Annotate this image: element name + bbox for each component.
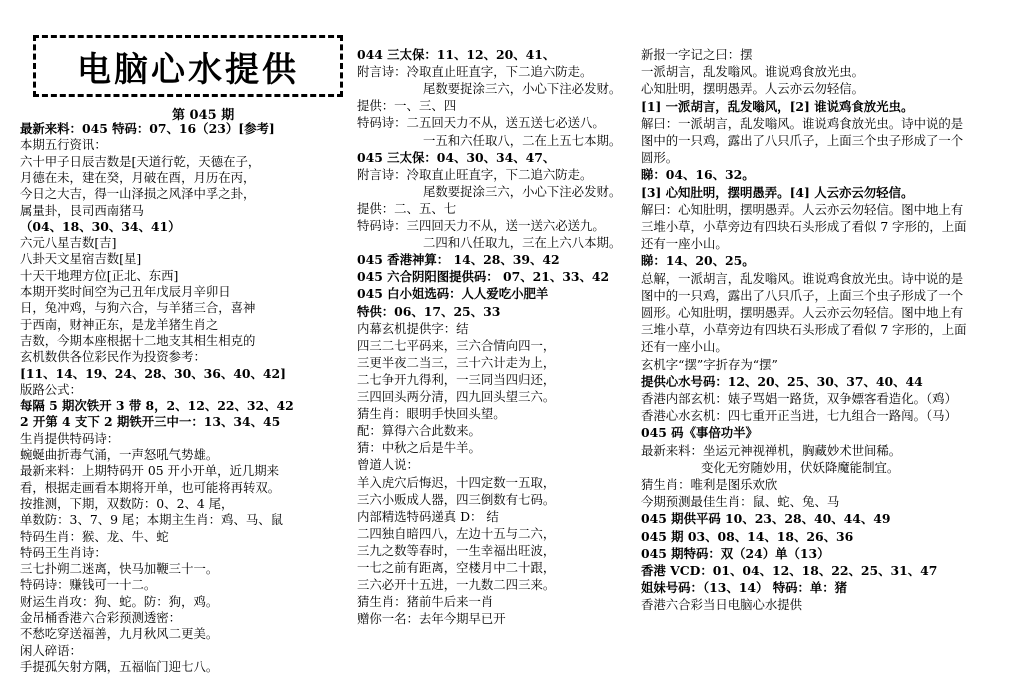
col3-line: 解曰：一派胡言，乱发嗡风。谁说鸡食放光虫。诗中说的是	[641, 115, 964, 131]
col2-line: 三六必开十五进，一九数二四三来。	[357, 577, 556, 593]
col2-line: 猜：中秋之后是牛羊。	[357, 440, 481, 456]
col2-line: 四三二七平码来，三六合情向四一，	[357, 337, 556, 353]
col1-line: 六元八星吉数[吉]	[20, 235, 117, 251]
col1-line: 按推测，下期，双数防：0、2、4 尾，	[20, 495, 234, 511]
col1-line: （04、18、30、34、41）	[20, 218, 181, 234]
col1-line: 日，兔冲鸡，与狗六合，与羊猪三合，喜神	[20, 300, 256, 316]
col3-line: 还有一座小山。	[641, 236, 728, 252]
col2-line: 附言诗：冷取直止旺直字，下二追六防走。	[357, 166, 593, 182]
col2-line: 二七争开九得利，一三同当四归还，	[357, 371, 556, 387]
col2-line: 尾数要捉涂三六，小心下注必发财。	[423, 81, 622, 97]
col1-line: 蜿蜒曲折毒气涌，一声怒吼气势雄。	[20, 447, 219, 462]
col1-line: 生肖提供特码诗：	[20, 430, 120, 446]
col3-line: 新报一字记之曰：摆	[641, 47, 753, 62]
col3-line: 猜生肖：唯利是图乐欢欣	[641, 477, 778, 492]
col3-line: 睇：14、20、25。	[641, 253, 755, 269]
col1-line: 今日之大吉，得一山泽损之风泽中孚之卦，	[20, 186, 256, 202]
col1-line: 玄机数供各位彩民作为投资参考：	[20, 349, 206, 365]
col1-line: 特码诗：赚钱可一十二。	[20, 577, 157, 593]
col1-line: 十天干地理方位[正北、东西]	[20, 267, 179, 283]
col2-line: 提供：一、三、四	[357, 98, 457, 114]
col1-line: 闲人碎语：	[20, 642, 82, 658]
col3-line: 圆形。心知肚明，摆明愚弄。人云亦云勿轻信。图中地上有	[641, 305, 964, 320]
page-title: 电脑心水提供	[77, 49, 299, 90]
col3-line: 045 期 03、08、14、18、26、36	[641, 528, 854, 544]
col1-line: 不愁吃穿送福善，九月秋风二更美。	[20, 626, 219, 642]
col3-line: 圆形。	[641, 150, 679, 166]
col2-line: 三四回头两分清，四九回头望三六。	[357, 389, 556, 404]
col3-line: 图中的一只鸡，露出了八只爪子，上面三个虫子形成了一个	[641, 287, 964, 303]
col2-line: 二四和八任取九，三在上六八本期。	[423, 235, 622, 251]
col3-line: 变化无穷随妙用，伏妖降魔能制宜。	[701, 459, 900, 475]
col2-line: 045 白小姐选码：人人爱吃小肥羊	[357, 286, 549, 302]
col1-line: 最新来料：045 特码：07、16（23）[参考]	[20, 121, 275, 136]
col2-line: 二四独自暗四八，左边十五与二六，	[357, 525, 556, 541]
col2-line: 猜生肖：猪前牛后来一肖	[357, 594, 494, 610]
col2-line: 内部精选特码递真 D： 结	[357, 508, 499, 524]
issue-number: 第 045 期	[172, 108, 235, 123]
col1-line: 单数防：3、7、9 尾；本期主生肖：鸡、马、鼠	[20, 512, 284, 528]
col1-line: 版路公式：	[20, 381, 82, 397]
col3-line: 总解，一派胡言，乱发嗡风。谁说鸡食放光虫。诗中说的是	[641, 270, 964, 286]
col2-line: 提供：二、五、七	[357, 200, 457, 216]
col1-line: 八卦天文星宿吉数[星]	[20, 251, 142, 267]
col2-line: 曾道人说：	[357, 457, 419, 473]
col3-line: 最新来料：坐运元神视禅机，胸藏妙术世间稀。	[641, 442, 902, 458]
col1-line: 手提孤矢射方隅，五福临门迎七八。	[20, 658, 219, 674]
col1-line: 财运生肖攻：狗、蛇。防：狗，鸡。	[20, 593, 219, 609]
col2-line: 045 三太保：04、30、34、47、	[357, 149, 556, 165]
col1-line: 三七扑朔二迷离，快马加鞭三十一。	[20, 561, 219, 577]
col1-line: 特码生肖：猴、龙、牛、蛇	[20, 528, 169, 544]
col3-line: 三堆小草，小草旁边有四块石头形成了看似 7 字形的，上面	[641, 219, 967, 234]
col2-line: 猜生肖：眼明手快回头望。	[357, 406, 506, 422]
col2-line: 一五和六任取八，二在上五七本期。	[423, 132, 622, 148]
col3-line: 解曰：心知肚明，摆明愚弄。人云亦云勿轻信。图中地上有	[641, 201, 964, 217]
col2-line: 三九之数等春时，一生幸福出旺波，	[357, 542, 556, 558]
col2-line: 赠你一名：去年今期早已开	[357, 611, 506, 627]
col3-line: 今期预测最佳生肖：鼠、蛇、兔、马	[641, 494, 840, 510]
col3-line: 045 码《事倍功半》	[641, 425, 758, 441]
col2-line: 045 六合阴阳图提供码： 07、21、33、42	[357, 269, 610, 285]
col3-line: 还有一座小山。	[641, 339, 728, 355]
col3-line: 一派胡言，乱发嗡风。谁说鸡食放光虫。	[641, 64, 865, 80]
col3-line: 图中的一只鸡，露出了八只爪子，上面三个虫子形成了一个	[641, 133, 964, 148]
col3-line: 玄机字“摆”字折存为“摆”	[641, 356, 778, 372]
col1-line: 本期五行资讯：	[20, 137, 107, 153]
col2-line: 一七之前有距离，空楼月中二十跟，	[357, 560, 556, 575]
col3-line: 睇：04、16、32。	[641, 167, 755, 183]
col2-line: 配：算得六合此数来。	[357, 423, 481, 439]
col1-line: 属量卦，艮司西南猪马	[20, 202, 144, 218]
col2-line: 羊入虎穴后悔迟，十四定数一五取，	[357, 474, 556, 490]
col1-line: 吉数，今期本座根据十二地支其相生相克的	[20, 332, 256, 348]
col3-line: 香港内部玄机：婊子骂娼一路货，双争嫖客看造化。（鸡）	[641, 391, 957, 406]
col3-line: 三堆小草，小草旁边有四块石头形成了看似 7 字形的，上面	[641, 322, 967, 338]
col1-line: [11、14、19、24、28、30、36、40、42]	[20, 365, 287, 381]
col2-line: 内幕玄机提供字：结	[357, 320, 469, 336]
col1-line: 2 开第 4 支下 2 期铁开三中一：13、34、45	[20, 414, 281, 430]
col2-line: 045 香港神算： 14、28、39、42	[357, 252, 560, 268]
title-box	[33, 35, 343, 97]
col3-line: [3] 心知肚明，摆明愚弄。[4] 人云亦云勿轻信。	[641, 184, 914, 200]
col1-line: 看，根据走画看本期将开单，也可能将再转双。	[20, 479, 281, 495]
col3-line: 香港 VCD：01、04、12、18、22、25、31、47	[641, 563, 938, 578]
col2-line: 044 三太保：11、12、20、41、	[357, 47, 556, 62]
col1-line: 金吊桶香港六合彩预测透密：	[20, 610, 182, 625]
col3-line: [1] 一派胡言，乱发嗡风，[2] 谁说鸡食放光虫。	[641, 98, 914, 114]
col1-line: 月德在未，建在癸，月破在酉，月历在丙，	[20, 169, 256, 185]
col2-line: 尾数要捉涂三六，小心下注必发财。	[423, 183, 622, 199]
col2-line: 特供：06、17、25、33	[357, 303, 501, 319]
col1-line: 本期开奖时间空为己丑年戊辰月辛卯日	[20, 284, 231, 299]
col1-line: 每隔 5 期次铁开 3 带 8，2、12、22、32、42	[20, 398, 294, 414]
col1-line: 最新来料：上期特码开 05 开小开单，近几期来	[20, 463, 280, 479]
col3-line: 姐妹号码：（13、14） 特码：单：猪	[641, 580, 848, 596]
col1-line: 六十甲子日辰吉数是[天道行乾，天德在子，	[20, 153, 261, 169]
col3-line: 香港心水玄机：四七重开正当进，七九组合一路闯。（马）	[641, 408, 957, 424]
col1-line: 于西南，财神正东，是龙羊猪生肖之	[20, 316, 219, 332]
col1-line: 特码王生肖诗：	[20, 544, 107, 560]
col2-line: 三六小贩成人器，四三倒数有七码。	[357, 491, 556, 507]
col2-line: 三更半夜二当三，三十六计走为上，	[357, 354, 556, 370]
col3-line: 香港六合彩当日电脑心水提供	[641, 597, 803, 613]
col2-line: 特码诗：三四回天力不从，送一送六必送九。	[357, 218, 605, 233]
col3-line: 045 期供平码 10、23、28、40、44、49	[641, 511, 891, 527]
col2-line: 特码诗：二五回天力不从，送五送七必送八。	[357, 115, 605, 131]
col3-line: 心知肚明，摆明愚弄。人云亦云勿轻信。	[641, 81, 865, 97]
col3-line: 提供心水号码：12、20、25、30、37、40、44	[641, 373, 923, 389]
col2-line: 附言诗：冷取直止旺直字，下二追六防走。	[357, 64, 593, 80]
col3-line: 045 期特码：双（24）单（13）	[641, 545, 830, 561]
